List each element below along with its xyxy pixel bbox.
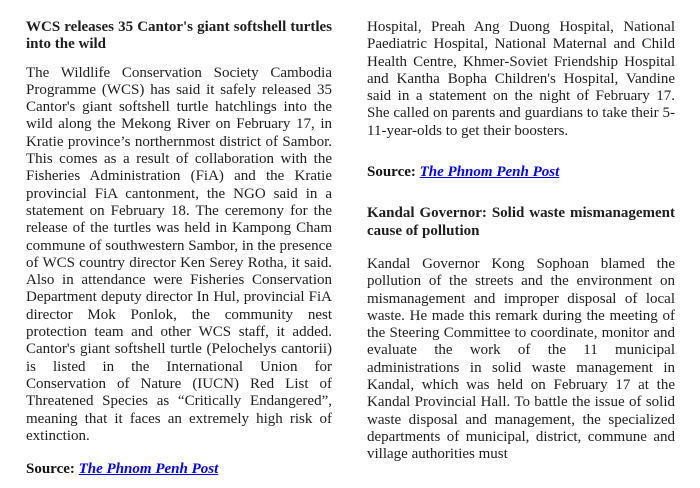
source-label: Source: (367, 164, 420, 181)
article-heading-turtles: WCS releases 35 Cantor's giant softshell turtles into the wild (26, 19, 332, 53)
article-paragraph-turtles: The Wildlife Conservation Society Cambodia Programme (WCS) has said it safely released 35 Cantor's giant softshell turtle hatchlings into the wild along the Mekong River on February 17, in Kratie province’s northernmost district of Sambor. This comes as a result of collaboration with the Fisheries Administration (FiA) and the Kratie provincial FiA cantonment, the NGO said in a statement on February 18. The ceremony for the release of the turtles was held in Kampong Cham commune of southwestern Sambor, in the presence of WCS country director Ken Serey Rotha, it said. Also in attendance were Fisheries Conservation Department deputy director In Hul, provincial FiA director Mok Ponlok, the community nest protection team and other WCS staff, it added. Cantor's giant softshell turtle (Pelochelys cantorii) is listed in the International Union for Conservation of Nature (IUCN) Red List of Threatened Species as “Critically Endangered”, meaning that it faces an extremely high risk of extinction. (26, 64, 332, 444)
article-paragraph-boosters: Hospital, Preah Ang Duong Hospital, National Paediatric Hospital, National Maternal and Child Health Centre, Khmer-Soviet Friendship Hospital and Kantha Bopha Children's Hospital, Vandine said in a statement on the night of February 17. She called on parents and guardians to take their 5-11-year-olds to get their boosters. (367, 19, 675, 139)
source-link-phnom-penh-post[interactable]: The Phnom Penh Post (78, 461, 219, 478)
left-column (26, 19, 332, 478)
source-line (26, 461, 332, 478)
right-column (367, 19, 675, 488)
source-link-phnom-penh-post[interactable]: The Phnom Penh Post (419, 164, 560, 181)
article-heading-solid-waste: Kandal Governor: Solid waste mismanagement cause of pollution (367, 205, 675, 239)
source-line (367, 164, 675, 181)
source-label: Source: (26, 461, 79, 478)
article-paragraph-solid-waste: Kandal Governor Kong Sophoan blamed the pollution of the streets and the environment on mismanagement and improper disposal of local waste. He made this remark during the meeting of the Steering Committee to coordinate, monitor and evaluate the work of the 11 municipal administrations in solid waste management in Kandal, which was held on February 17 at the Kandal Provincial Hall. To battle the issue of solid waste disposal and management, the specialized departments of municipal, district, commune and village authorities must (367, 255, 675, 463)
